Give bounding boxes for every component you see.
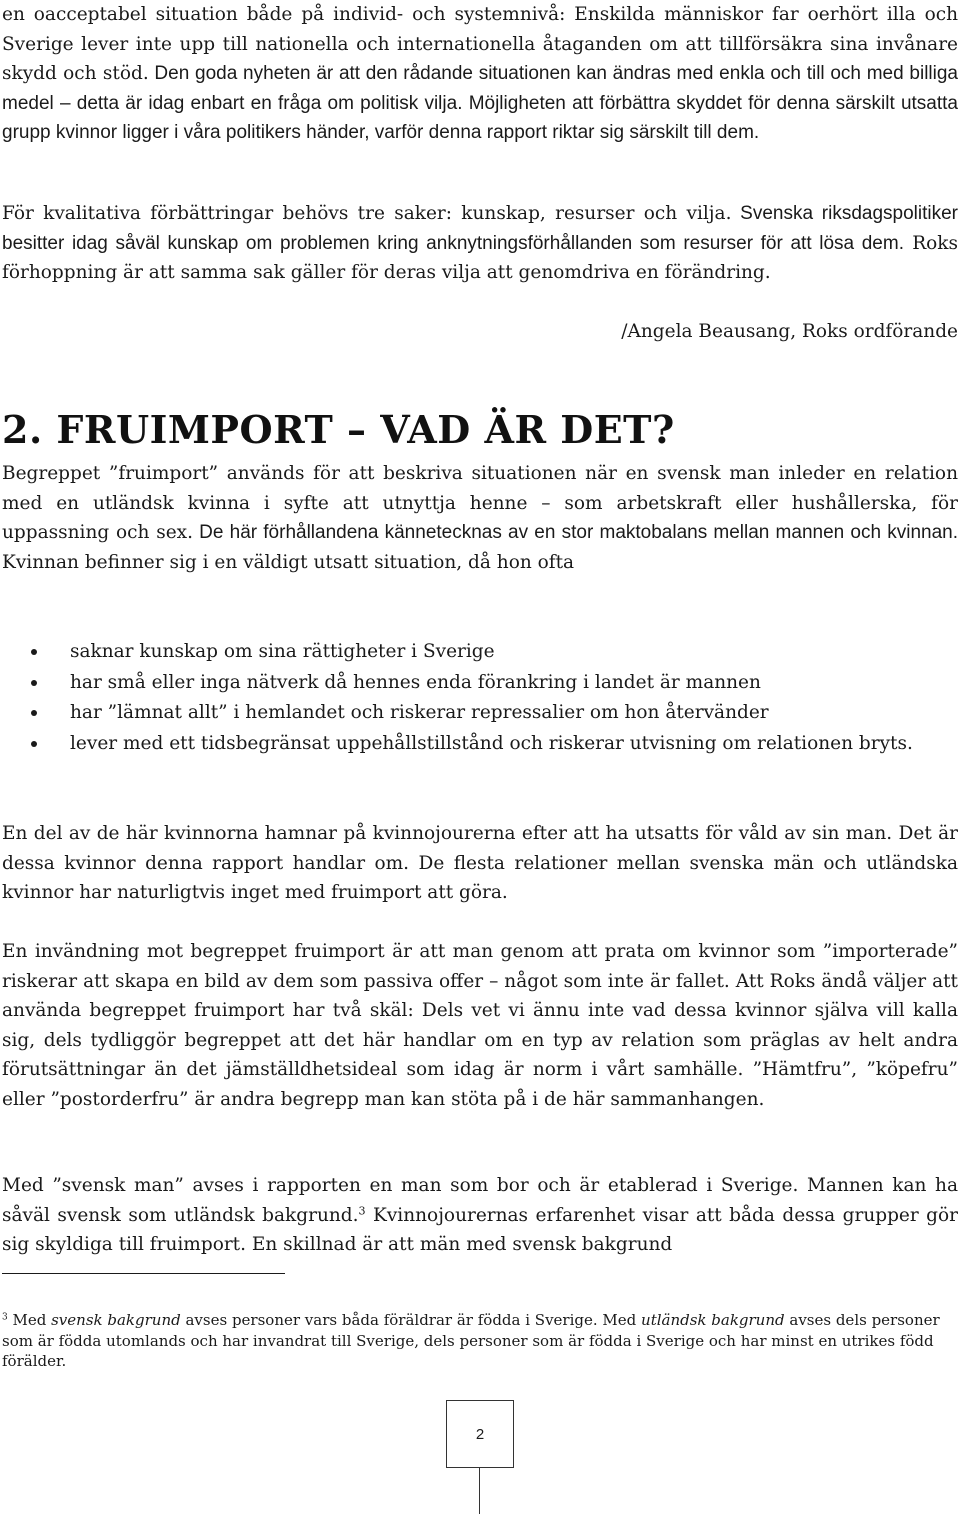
section-heading: 2. FRUIMPORT – VAD ÄR DET? — [2, 407, 675, 452]
text-run: en oacceptabel situation både på individ- och systemnivå: Enskilda människor far oerhört illa och Sverige lever inte upp till nationella och internationella åtaganden om att tillförsäkra sina invånare skydd och stöd. — [2, 4, 958, 84]
text-run: avses dels personer som är födda utomlands och har invandrat till Sverige, dels personer som är födda i Sverige och har minst en utrikes född förälder. — [2, 1311, 940, 1370]
text-run: De här förhållandena kännetecknas av en stor maktobalans mellan mannen och kvinnan. — [192, 522, 958, 543]
paragraph-shelters: En del av de här kvinnorna hamnar på kvinnojourerna efter att ha utsatts för våld av sin man. Det är dessa kvinnor denna rapport handlar om. De flesta relationer mellan svenska män och utländska kvinnor har naturligtvis inget med fruimport att göra. — [2, 823, 958, 903]
bullet-icon — [31, 710, 37, 716]
list-item-text: saknar kunskap om sina rättigheter i Sverige — [70, 641, 495, 662]
list-item — [0, 668, 958, 699]
paragraph-intro — [2, 0, 958, 148]
footnote-number: 3 — [2, 1312, 8, 1323]
page-number: 2 — [475, 1425, 485, 1443]
footnote-divider — [2, 1273, 285, 1274]
text-run: För kvalitativa förbättringar behövs tre saker: kunskap, resurser och vilja. — [2, 203, 732, 224]
bullet-icon — [31, 680, 37, 686]
text-run: Kvinnojourernas erfarenhet visar att båda dessa grupper gör sig skyldiga till fruimport. En skillnad är att män med svensk bakgrund — [2, 1204, 958, 1255]
bullet-icon — [31, 649, 37, 655]
list-item — [0, 729, 958, 760]
emphasis: utländsk bakgrund — [641, 1311, 785, 1329]
list-item — [0, 637, 958, 668]
list-item — [0, 698, 958, 729]
list-item-text: har små eller inga nätverk då hennes enda förankring i landet är mannen — [70, 671, 761, 693]
text-run: Den goda nyheten är att den rådande situationen kan ändras med enkla och till och med billiga medel – detta är idag enbart en fråga om politisk vilja. Möjligheten att förbättra skyddet för denna särskilt utsatta grupp kvinnor ligger i våra politikers händer, varför denna rapport riktar sig särskilt till dem. — [2, 63, 958, 143]
footnote — [2, 1310, 952, 1372]
emphasis: svensk bakgrund — [51, 1311, 181, 1329]
text-run: Begreppet ”fruimport” används för att beskriva situationen när en svensk man inleder en relation med en utländsk kvinna i syfte att utnyttja henne – som arbetskraft eller hushållerska, för uppassning och sex. — [2, 463, 958, 543]
text-run: Med ”svensk man” avses i rapporten en man som bor och är etablerad i Sverige. Mannen kan ha såväl svensk som utländsk bakgrund. — [2, 1175, 958, 1226]
text-run: Med — [7, 1311, 52, 1329]
text-run: avses personer vars båda föräldrar är födda i Sverige. Med — [180, 1311, 642, 1329]
paragraph-definition — [2, 459, 958, 577]
text-run: Svenska riksdagspolitiker besitter idag såväl kunskap om problemen kring anknytningsförhållanden som resurser för att lösa dem. — [2, 203, 958, 254]
list-item-text: lever med ett tidsbegränsat uppehållstillstånd och riskerar utvisning om relationen bryts. — [70, 732, 913, 754]
paragraph-swedish-man — [2, 1171, 958, 1260]
page-number-box — [446, 1400, 514, 1468]
signature: /Angela Beausang, Roks ordförande — [621, 321, 958, 342]
footnote-reference[interactable]: 3 — [358, 1203, 366, 1217]
text-run: Roks förhoppning är att samma sak gäller för deras vilja att genomdriva en förändring. — [2, 232, 958, 283]
page-number-stem — [479, 1467, 480, 1514]
bullet-list — [0, 637, 958, 759]
paragraph-objection: En invändning mot begreppet fruimport är att man genom att prata om kvinnor som ”importerade” riskerar att skapa en bild av dem som passiva offer – något som inte är fallet. Att Roks ändå väljer att använda begreppet fruimport har två skäl: Dels vet vi ännu inte vad dessa kvinnor själva vill kalla sig, dels tydliggör begreppet att det här handlar om en typ av relation som präglas av helt andra förutsättningar än det jämställdhetsideal som idag är norm i vårt samhälle. ”Hämtfru”, ”köpefru” eller ”postorderfru” är andra begrepp man kan stöta på i de här sammanhangen. — [2, 941, 958, 1110]
list-item-text: har ”lämnat allt” i hemlandet och riskerar repressalier om hon återvänder — [70, 702, 769, 723]
text-run: Kvinnan befinner sig i en väldigt utsatt situation, då hon ofta — [2, 551, 575, 573]
paragraph-improvements — [2, 199, 958, 288]
bullet-icon — [31, 741, 37, 747]
